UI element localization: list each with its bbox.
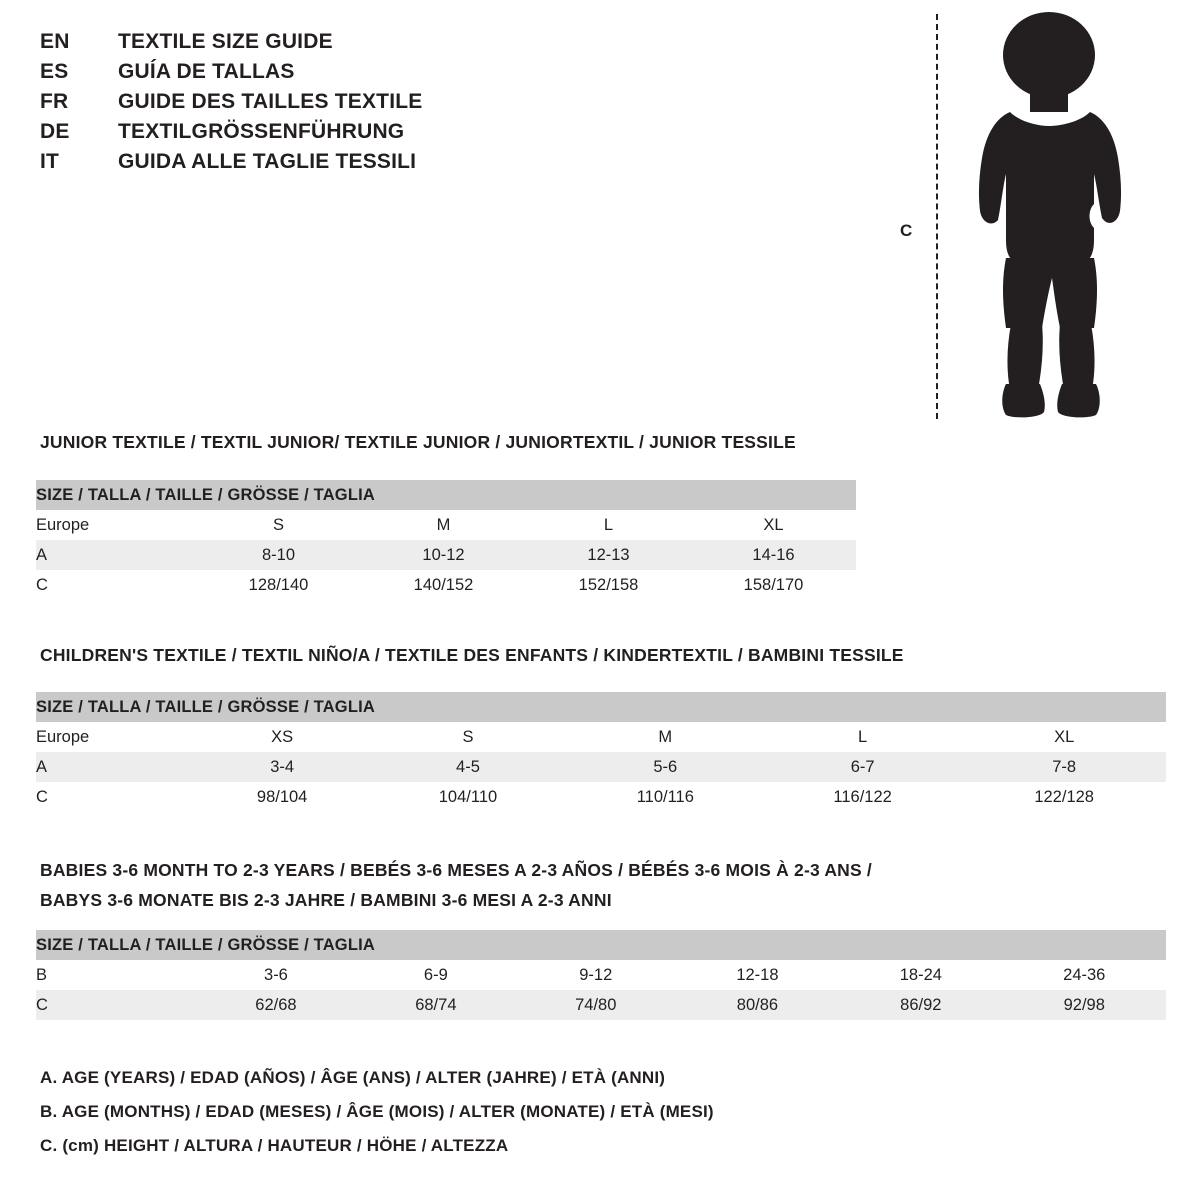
cell-value: 10-12 bbox=[361, 540, 526, 570]
region-label: Europe bbox=[36, 722, 196, 752]
table-band-row bbox=[36, 930, 1166, 960]
cell-value: 7-8 bbox=[962, 752, 1166, 782]
language-title: GUÍA DE TALLAS bbox=[118, 60, 295, 83]
language-code: DE bbox=[40, 120, 70, 143]
cell-value: 152/158 bbox=[526, 570, 691, 600]
cell-value: 92/98 bbox=[1003, 990, 1166, 1020]
region-label: Europe bbox=[36, 510, 196, 540]
language-code: IT bbox=[40, 150, 60, 173]
language-code: FR bbox=[40, 90, 69, 113]
table-row bbox=[36, 570, 856, 600]
junior-size-table bbox=[36, 480, 856, 600]
cell-value: 158/170 bbox=[691, 570, 856, 600]
section-title-babies bbox=[40, 855, 1040, 915]
child-silhouette-icon bbox=[948, 8, 1148, 423]
cell-value: 4-5 bbox=[368, 752, 567, 782]
language-code: ES bbox=[40, 60, 69, 83]
cell-value: 8-10 bbox=[196, 540, 361, 570]
height-dashed-line bbox=[936, 14, 938, 419]
band-label: SIZE / TALLA / TAILLE / GRÖSSE / TAGLIA bbox=[36, 692, 1166, 722]
language-row bbox=[40, 90, 600, 120]
language-row bbox=[40, 60, 600, 90]
row-label: A bbox=[36, 752, 196, 782]
language-title: GUIDE DES TAILLES TEXTILE bbox=[118, 90, 423, 113]
language-row bbox=[40, 150, 600, 180]
cell-value: 3-4 bbox=[196, 752, 368, 782]
language-title: TEXTILGRÖSSENFÜHRUNG bbox=[118, 120, 405, 143]
band-label: SIZE / TALLA / TAILLE / GRÖSSE / TAGLIA bbox=[36, 930, 1166, 960]
table-band-row bbox=[36, 480, 856, 510]
footnote-height: C. (cm) HEIGHT / ALTURA / HAUTEUR / HÖHE / ALTEZZA bbox=[40, 1136, 509, 1155]
measurement-figure bbox=[900, 8, 1152, 423]
row-label: B bbox=[36, 960, 196, 990]
column-header: XS bbox=[196, 722, 368, 752]
band-label: SIZE / TALLA / TAILLE / GRÖSSE / TAGLIA bbox=[36, 480, 856, 510]
row-label: A bbox=[36, 540, 196, 570]
cell-value: 9-12 bbox=[516, 960, 676, 990]
column-header: M bbox=[568, 722, 763, 752]
column-header: XL bbox=[691, 510, 856, 540]
language-code: EN bbox=[40, 30, 70, 53]
cell-value: 122/128 bbox=[962, 782, 1166, 812]
language-title: TEXTILE SIZE GUIDE bbox=[118, 30, 333, 53]
cell-value: 6-7 bbox=[763, 752, 962, 782]
row-label: C bbox=[36, 570, 196, 600]
footnote-age-months: B. AGE (MONTHS) / EDAD (MESES) / ÂGE (MOIS) / ALTER (MONATE) / ETÀ (MESI) bbox=[40, 1102, 714, 1121]
table-band-row bbox=[36, 692, 1166, 722]
table-header-row bbox=[36, 722, 1166, 752]
table-row bbox=[36, 960, 1166, 990]
column-header: S bbox=[196, 510, 361, 540]
cell-value: 98/104 bbox=[196, 782, 368, 812]
column-header: L bbox=[526, 510, 691, 540]
column-header: S bbox=[368, 722, 567, 752]
language-row bbox=[40, 30, 600, 60]
babies-size-table bbox=[36, 930, 1166, 1020]
table-row bbox=[36, 990, 1166, 1020]
section-title-babies-line1: BABIES 3-6 MONTH TO 2-3 YEARS / BEBÉS 3-6 MESES A 2-3 AÑOS / BÉBÉS 3-6 MOIS À 2-3 ANS / bbox=[40, 860, 872, 880]
cell-value: 110/116 bbox=[568, 782, 763, 812]
cell-value: 3-6 bbox=[196, 960, 356, 990]
table-row bbox=[36, 782, 1166, 812]
section-title-junior: JUNIOR TEXTILE / TEXTIL JUNIOR/ TEXTILE JUNIOR / JUNIORTEXTIL / JUNIOR TESSILE bbox=[40, 432, 796, 452]
cell-value: 14-16 bbox=[691, 540, 856, 570]
column-header: M bbox=[361, 510, 526, 540]
footnote-age-years: A. AGE (YEARS) / EDAD (AÑOS) / ÂGE (ANS) / ALTER (JAHRE) / ETÀ (ANNI) bbox=[40, 1068, 666, 1087]
column-header: XL bbox=[962, 722, 1166, 752]
row-label: C bbox=[36, 990, 196, 1020]
language-title-list bbox=[40, 30, 600, 180]
cell-value: 104/110 bbox=[368, 782, 567, 812]
cell-value: 80/86 bbox=[676, 990, 839, 1020]
height-measure-label: C bbox=[900, 221, 913, 240]
cell-value: 86/92 bbox=[839, 990, 1002, 1020]
language-row bbox=[40, 120, 600, 150]
cell-value: 68/74 bbox=[356, 990, 516, 1020]
cell-value: 62/68 bbox=[196, 990, 356, 1020]
table-header-row bbox=[36, 510, 856, 540]
table-row bbox=[36, 540, 856, 570]
section-title-babies-line2: BABYS 3-6 MONATE BIS 2-3 JAHRE / BAMBINI 3-6 MESI A 2-3 ANNI bbox=[40, 890, 612, 910]
cell-value: 116/122 bbox=[763, 782, 962, 812]
column-header: L bbox=[763, 722, 962, 752]
cell-value: 74/80 bbox=[516, 990, 676, 1020]
table-row bbox=[36, 752, 1166, 782]
cell-value: 140/152 bbox=[361, 570, 526, 600]
cell-value: 6-9 bbox=[356, 960, 516, 990]
footnote-list bbox=[40, 1068, 1040, 1170]
language-title: GUIDA ALLE TAGLIE TESSILI bbox=[118, 150, 417, 173]
cell-value: 5-6 bbox=[568, 752, 763, 782]
cell-value: 12-13 bbox=[526, 540, 691, 570]
cell-value: 24-36 bbox=[1003, 960, 1166, 990]
cell-value: 12-18 bbox=[676, 960, 839, 990]
section-title-children: CHILDREN'S TEXTILE / TEXTIL NIÑO/A / TEXTILE DES ENFANTS / KINDERTEXTIL / BAMBINI TESSILE bbox=[40, 645, 904, 665]
row-label: C bbox=[36, 782, 196, 812]
children-size-table bbox=[36, 692, 1166, 812]
cell-value: 18-24 bbox=[839, 960, 1002, 990]
cell-value: 128/140 bbox=[196, 570, 361, 600]
